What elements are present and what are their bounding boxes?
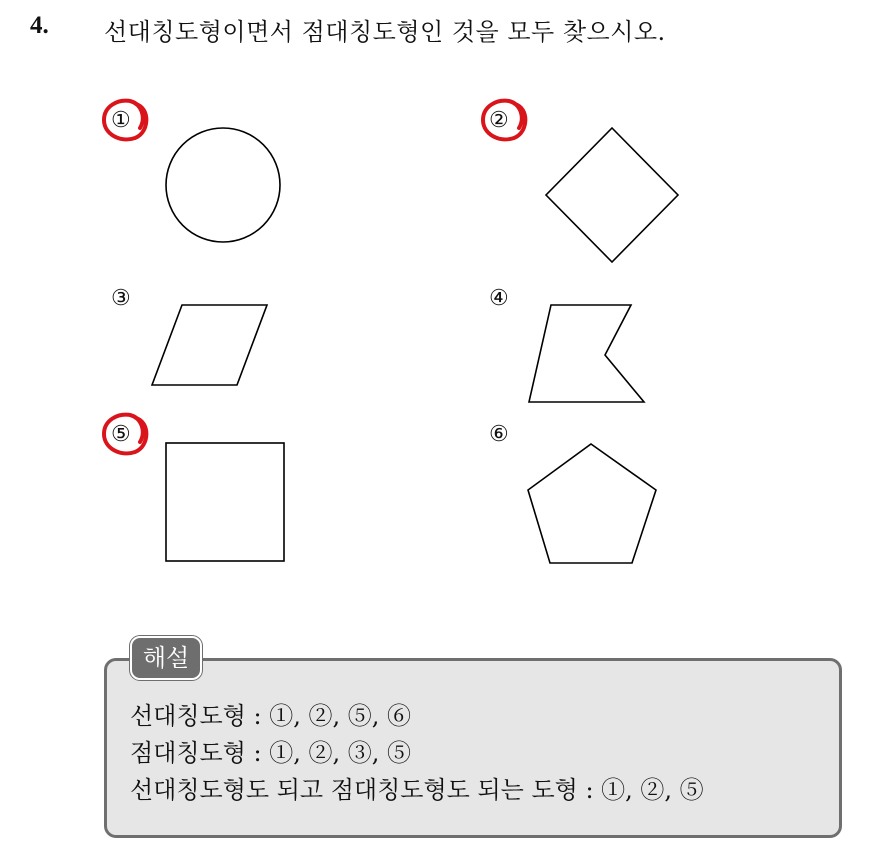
circle-shape [166, 128, 280, 242]
explanation-line-1: 선대칭도형 : ①, ②, ⑤, ⑥ [130, 702, 412, 730]
question-text: 선대칭도형이면서 점대칭도형인 것을 모두 찾으시오. [104, 18, 666, 46]
square-shape [166, 443, 284, 561]
question-number: 4. [30, 12, 49, 39]
choice-label-5: ⑤ [111, 422, 131, 447]
choice-label-3: ③ [111, 286, 131, 311]
notched-pentagon-shape [529, 305, 644, 402]
red-circle-mark-5 [104, 415, 146, 454]
rhombus-shape [546, 128, 678, 262]
explanation-line-3: 선대칭도형도 되고 점대칭도형도 되는 도형 : ①, ②, ⑤ [130, 776, 704, 804]
choice-label-1: ① [111, 108, 131, 133]
choice-label-6: ⑥ [489, 422, 509, 447]
explanation-tag: 해설 [130, 636, 202, 680]
choice-label-2: ② [489, 108, 509, 133]
parallelogram-shape [152, 305, 267, 385]
choice-label-4: ④ [489, 286, 509, 311]
red-circle-mark-1 [104, 101, 146, 140]
regular-pentagon-shape [528, 444, 656, 563]
red-circle-mark-2 [483, 101, 525, 140]
explanation-line-2: 점대칭도형 : ①, ②, ③, ⑤ [130, 739, 412, 767]
